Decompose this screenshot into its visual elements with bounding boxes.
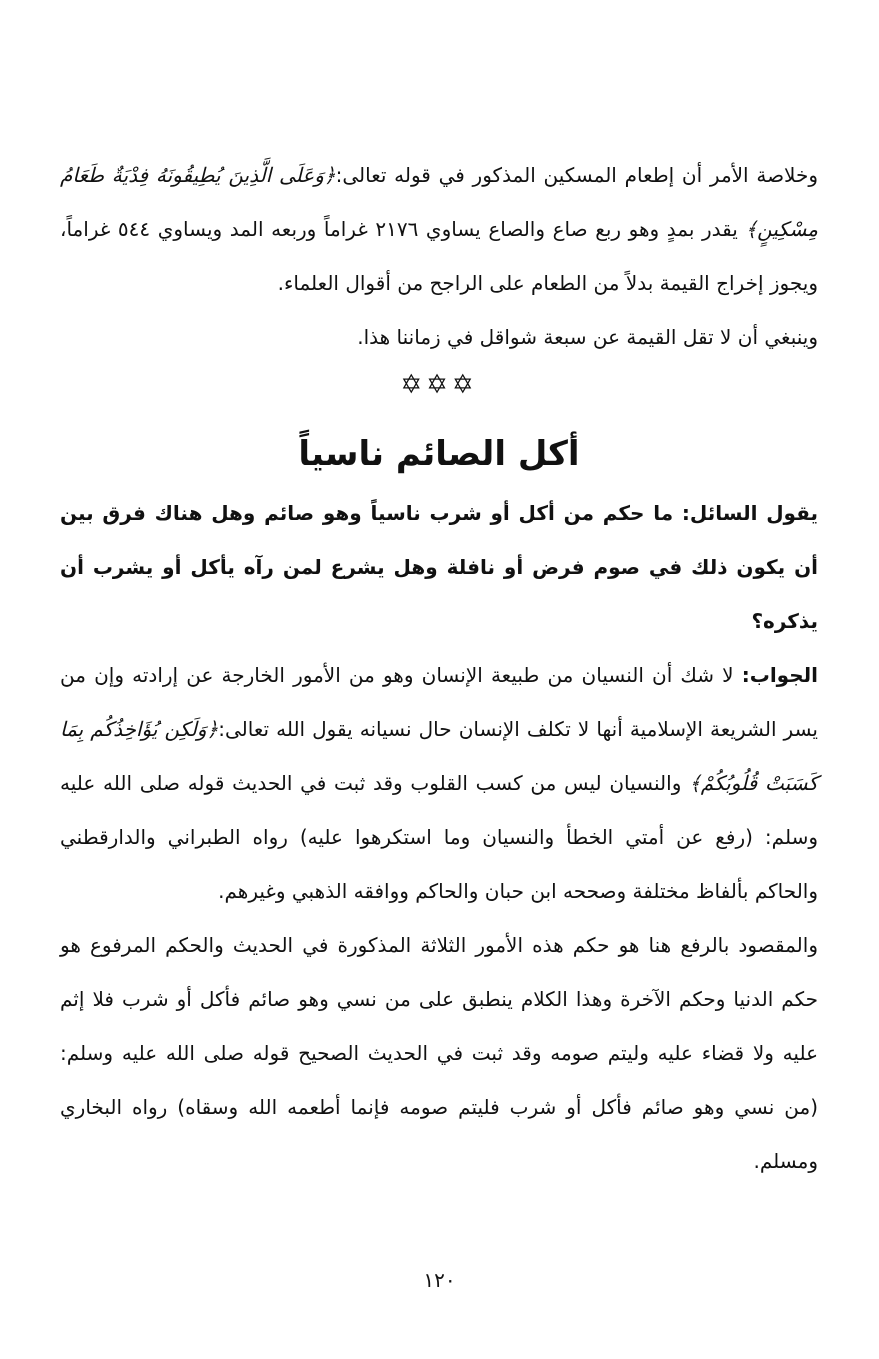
quran-verse-hearts: ﴿وَلَكِن يُؤَاخِذُكُم بِمَا كَسَبَتْ قُلُوبُكُمْ﴾ — [60, 717, 818, 795]
question-label: يقول السائل: — [681, 501, 818, 525]
quran-verse-fidya: ﴿وَعَلَى الَّذِينَ يُطِيقُونَهُ فِدْيَةٌ طَعَامُ مِسْكِينٍ﴾ — [60, 163, 818, 241]
answer-paragraph — [60, 648, 818, 918]
question-paragraph — [60, 486, 818, 648]
section-divider-ornament: ✡✡✡ — [400, 370, 478, 400]
answer-text-start: لا شك أن النسيان من طبيعة الإنسان وهو من الأمور الخارجة عن إرادته وإن من يسر الشريعة الإسلامية أنها لا تكلف الإنسان حال نسيانه يقول الله تعالى: — [60, 663, 819, 741]
question-text: ما حكم من أكل أو شرب ناسياً وهو صائم وهل هناك فرق بين أن يكون ذلك في صوم فرض أو نافلة وهل يشرع لمن رآه يأكل أو يشرب أن يذكره؟ — [60, 501, 818, 633]
page-body — [60, 148, 818, 1188]
intro-text-start: وخلاصة الأمر أن إطعام المسكين المذكور في قوله تعالى: — [335, 163, 819, 187]
explanation-paragraph: والمقصود بالرفع هنا هو حكم هذه الأمور الثلاثة المذكورة في الحديث والحكم المرفوع هو حكم الدنيا وحكم الآخرة وهذا الكلام ينطبق على من نسي وهو صائم فأكل أو شرب فلا إثم عليه ولا قضاء عليه وليتم صومه وقد ثبت في الحديث الصحيح قوله صلى الله عليه وسلم: (من نسي وهو صائم فأكل أو شرب فليتم صومه فإنما أطعمه الله وسقاه) رواه البخاري ومسلم. — [60, 933, 818, 1173]
answer-label: الجواب: — [741, 663, 818, 687]
section-title: أكل الصائم ناسياً — [298, 434, 580, 474]
page-number: ١٢٠ — [423, 1268, 456, 1292]
value-note-paragraph: وينبغي أن لا تقل القيمة عن سبعة شواقل في زماننا هذا. — [357, 325, 818, 349]
intro-paragraph — [60, 148, 818, 310]
answer-text-end: والنسيان ليس من كسب القلوب وقد ثبت في الحديث قوله صلى الله عليه وسلم: (رفع عن أمتي الخطأ والنسيان وما استكرهوا عليه) رواه الطبراني والدارقطني والحاكم بألفاظ مختلفة وصححه ابن حبان والحاكم ووافقه الذهبي وغيرهم. — [60, 771, 818, 903]
intro-text-end: يقدر بمدٍ وهو ربع صاع والصاع يساوي ٢١٧٦ غراماً وربعه المد ويساوي ٥٤٤ غراماً، ويجوز إخراج القيمة بدلاً من الطعام على الراجح من أقوال العلماء. — [60, 217, 818, 295]
